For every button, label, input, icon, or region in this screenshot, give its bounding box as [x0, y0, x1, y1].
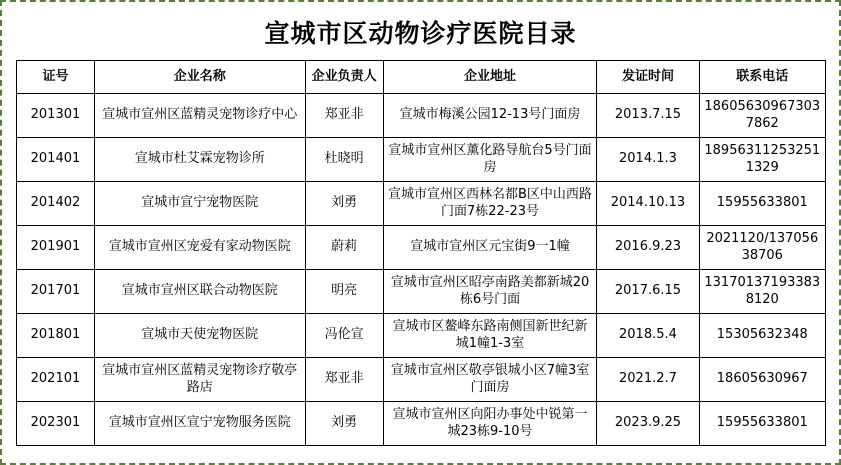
cell-address: 宣城市区鳌峰东路南侧国新世纪新城1幢1-3室: [383, 314, 597, 358]
cell-name: 宣城市天使宠物医院: [94, 314, 305, 358]
cell-date: 2013.7.15: [597, 94, 699, 138]
cell-owner: 冯伦宣: [305, 314, 383, 358]
table-row: [17, 358, 826, 402]
cell-name: 宣城市宣州区蓝精灵宠物诊疗中心: [94, 94, 305, 138]
cell-phone: 15955633801: [699, 182, 825, 226]
cell-phone: 15955633801: [699, 402, 825, 446]
cell-date: 2018.5.4: [597, 314, 699, 358]
table-header-row: [17, 61, 826, 94]
cell-phone: 189563112532511329: [699, 138, 825, 182]
cell-date: 2023.9.25: [597, 402, 699, 446]
cell-name: 宣城市宣宁宠物医院: [94, 182, 305, 226]
cell-code: 201801: [17, 314, 95, 358]
cell-code: 202101: [17, 358, 95, 402]
cell-address: 宣城市宣州区昭亭南路美都新城20栋6号门面: [383, 270, 597, 314]
cell-phone: 15305632348: [699, 314, 825, 358]
cell-phone: 2021120/13705638706: [699, 226, 825, 270]
cell-code: 201701: [17, 270, 95, 314]
cell-name: 宣城市宣州区宣宁宠物服务医院: [94, 402, 305, 446]
column-header-code: 证号: [17, 61, 95, 94]
table-row: [17, 402, 826, 446]
cell-owner: 刘勇: [305, 402, 383, 446]
page-title: 宣城市区动物诊疗医院目录: [264, 19, 577, 48]
cell-code: 201301: [17, 94, 95, 138]
clinic-catalog-table: [16, 60, 826, 446]
cell-date: 2014.10.13: [597, 182, 699, 226]
cell-owner: 刘勇: [305, 182, 383, 226]
table-row: [17, 94, 826, 138]
cell-name: 宣城市杜艾霖宠物诊所: [94, 138, 305, 182]
cell-address: 宣城市宣州区西林名都B区中山西路门面7栋22-23号: [383, 182, 597, 226]
cell-address: 宣城市宣州区薰化路导航台5号门面房: [383, 138, 597, 182]
cell-address: 宣城市梅溪公园12-13号门面房: [383, 94, 597, 138]
table-row: [17, 226, 826, 270]
cell-code: 201402: [17, 182, 95, 226]
cell-name: 宣城市宣州区联合动物医院: [94, 270, 305, 314]
cell-address: 宣城市宣州区向阳办事处中锐第一城23栋9-10号: [383, 402, 597, 446]
cell-date: 2021.2.7: [597, 358, 699, 402]
cell-code: 202301: [17, 402, 95, 446]
cell-phone: 18605630967: [699, 358, 825, 402]
cell-code: 201401: [17, 138, 95, 182]
cell-code: 201901: [17, 226, 95, 270]
cell-owner: 郑亚非: [305, 358, 383, 402]
cell-date: 2016.9.23: [597, 226, 699, 270]
cell-name: 宣城市宣州区宠爱有家动物医院: [94, 226, 305, 270]
cell-phone: 131701371933838120: [699, 270, 825, 314]
column-header-owner: 企业负责人: [305, 61, 383, 94]
table-row: [17, 270, 826, 314]
column-header-name: 企业名称: [94, 61, 305, 94]
cell-phone: 186056309673037862: [699, 94, 825, 138]
cell-owner: 蔚莉: [305, 226, 383, 270]
cell-address: 宣城市宣州区元宝街9一1幢: [383, 226, 597, 270]
cell-owner: 杜晓明: [305, 138, 383, 182]
column-header-date: 发证时间: [597, 61, 699, 94]
table-row: [17, 314, 826, 358]
column-header-address: 企业地址: [383, 61, 597, 94]
cell-date: 2014.1.3: [597, 138, 699, 182]
cell-address: 宣城市宣州区敬亭银城小区7幢3室门面房: [383, 358, 597, 402]
table-row: [17, 138, 826, 182]
cell-name: 宣城市宣州区蓝精灵宠物诊疗敬亭路店: [94, 358, 305, 402]
table-row: [17, 182, 826, 226]
cell-owner: 郑亚非: [305, 94, 383, 138]
column-header-phone: 联系电话: [699, 61, 825, 94]
cell-date: 2017.6.15: [597, 270, 699, 314]
cell-owner: 明亮: [305, 270, 383, 314]
